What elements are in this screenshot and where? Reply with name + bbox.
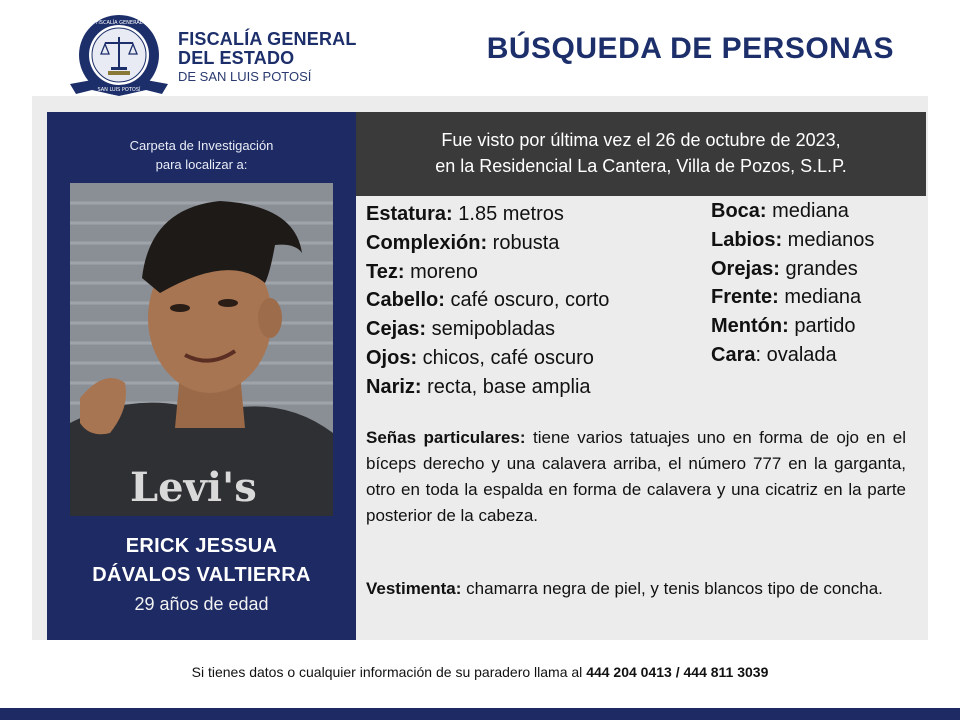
shirt-logo: Levi's	[130, 464, 257, 511]
person-age: 29 años de edad	[134, 594, 269, 614]
svg-text:FISCALÍA GENERAL: FISCALÍA GENERAL	[95, 20, 143, 26]
footer-contact	[0, 664, 960, 680]
trait-orejas	[711, 255, 874, 284]
trait-boca	[711, 197, 874, 226]
trait-value: partido	[788, 315, 856, 338]
trait-value: semipobladas	[426, 318, 555, 341]
trait-label: Tez:	[366, 260, 405, 283]
trait-value: moreno	[404, 260, 478, 283]
trait-estatura	[366, 200, 609, 229]
trait-ojos	[366, 344, 609, 373]
org-line-2: DEL ESTADO	[178, 48, 295, 68]
trait-complexion	[366, 229, 609, 258]
trait-tez	[366, 258, 609, 287]
trait-label: Cabello:	[366, 289, 445, 312]
trait-label: Mentón:	[711, 315, 789, 338]
org-line-3: DE SAN LUIS POTOSÍ	[178, 69, 312, 84]
trait-value: robusta	[487, 231, 560, 254]
trait-value: medianos	[782, 228, 875, 251]
trait-label: Nariz:	[366, 375, 422, 398]
last-seen-line-2: en la Residencial La Cantera, Villa de Pozos, S.L.P.	[435, 156, 847, 176]
trait-label: Cejas:	[366, 318, 427, 341]
person-photo	[70, 183, 333, 516]
footer-phones: 444 204 0413 / 444 811 3039	[586, 664, 769, 680]
trait-label: Complexión:	[366, 231, 488, 254]
trait-value: chicos, café oscuro	[417, 346, 594, 369]
page-title: BÚSQUEDA DE PERSONAS	[486, 32, 894, 65]
traits-right-list	[711, 197, 874, 370]
person-name	[47, 532, 356, 590]
senas-label: Señas particulares:	[366, 428, 526, 447]
trait-value: 1.85 metros	[452, 203, 564, 225]
trait-value: : ovalada	[755, 343, 837, 366]
fiscalia-seal-icon	[64, 10, 174, 106]
traits-left-list	[366, 200, 609, 402]
person-panel	[47, 112, 356, 640]
vestimenta-label: Vestimenta:	[366, 579, 462, 598]
vestimenta-text: chamarra negra de piel, y tenis blancos tipo de concha.	[461, 579, 883, 598]
trait-value: mediana	[766, 200, 849, 222]
vestimenta	[366, 576, 906, 602]
trait-label: Labios:	[711, 228, 783, 251]
bottom-bar	[0, 708, 960, 720]
trait-label: Ojos:	[366, 346, 418, 369]
footer-text: Si tienes datos o cualquier información de su paradero llama al	[191, 664, 587, 680]
trait-label: Cara	[711, 343, 756, 366]
last-seen-line-1: Fue visto por última vez el 26 de octubre de 2023,	[441, 130, 841, 150]
trait-label: Estatura:	[366, 203, 453, 225]
senas-text: tiene varios tatuajes uno en forma de ojo en el bíceps derecho y una calavera arriba, el número 777 en la garganta, otro en toda la espalda en forma de calavera y una cicatriz en la parte posterior de la cabeza.	[366, 428, 906, 525]
senas-particulares	[366, 425, 906, 529]
carpeta-line-2: para localizar a:	[155, 157, 248, 172]
name-line-2: DÁVALOS VALTIERRA	[92, 564, 311, 586]
carpeta-line-1: Carpeta de Investigación	[129, 138, 274, 153]
org-line-1: FISCALÍA GENERAL	[178, 29, 357, 49]
trait-cara	[711, 341, 874, 370]
trait-nariz	[366, 373, 609, 402]
trait-labios	[711, 226, 874, 255]
trait-label: Frente:	[711, 286, 779, 309]
organization-name	[178, 30, 357, 85]
trait-value: recta, base amplia	[421, 375, 591, 398]
trait-cejas	[366, 315, 609, 344]
trait-frente	[711, 283, 874, 312]
trait-value: grandes	[779, 257, 858, 280]
trait-label: Boca:	[711, 200, 767, 222]
header	[0, 0, 960, 96]
svg-text:SAN LUIS POTOSÍ: SAN LUIS POTOSÍ	[97, 87, 141, 93]
trait-value: mediana	[778, 286, 862, 309]
trait-menton	[711, 312, 874, 341]
name-line-1: ERICK JESSUA	[125, 535, 278, 557]
trait-cabello	[366, 286, 609, 315]
trait-label: Orejas:	[711, 257, 780, 280]
carpeta-label	[47, 136, 356, 174]
trait-value: café oscuro, corto	[444, 289, 610, 312]
last-seen-box	[356, 112, 926, 196]
